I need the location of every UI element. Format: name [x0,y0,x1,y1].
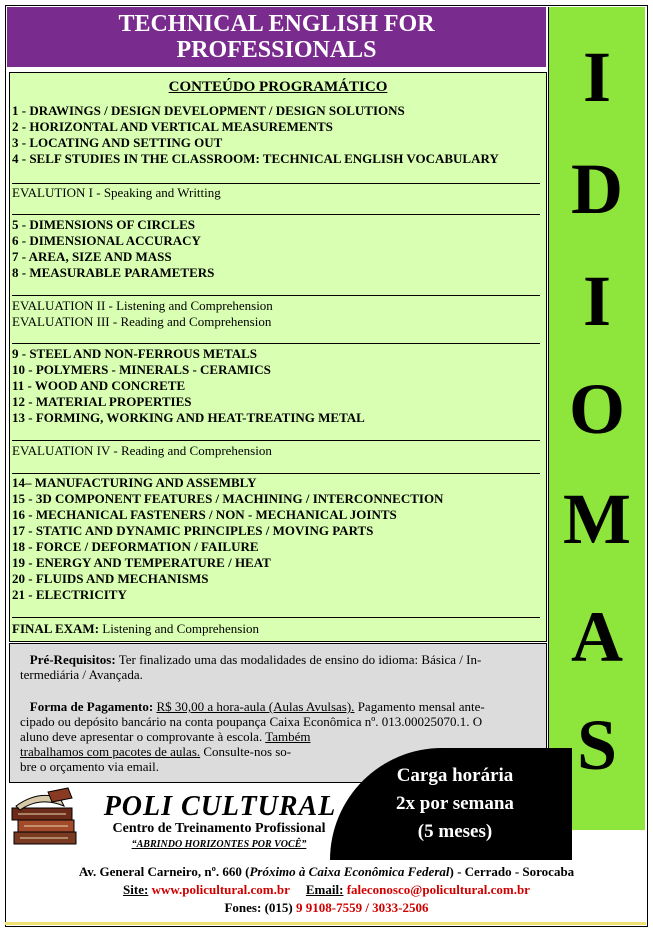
address: Av. General Carneiro, nº. 660 (Próximo à Caixa Econômica Federal) - Cerrado - Sorocaba [78,864,575,879]
program-item: 15 - 3D COMPONENT FEATURES / MACHINING / INTERCONNECTION [12,491,444,506]
program-item: 1 - DRAWINGS / DESIGN DEVELOPMENT / DESIGN SOLUTIONS [12,103,405,118]
brand-subtitle: Centro de Treinamento Profissional [112,821,326,836]
idiomas-sidebar [548,7,645,830]
course-title [7,7,546,67]
evaluation-line [12,185,221,201]
brand-name: POLI CULTURAL [103,791,337,822]
email-label: Email: [305,882,344,897]
program-item: 13 - FORMING, WORKING AND HEAT-TREATING METAL [12,410,365,425]
site-link[interactable]: www.policultural.com.br [151,882,290,897]
books-logo-icon [8,786,84,852]
program-item: 12 - MATERIAL PROPERTIES [12,394,192,409]
side-letter: M [563,479,631,559]
evaluation-name: EVALUATION III [12,314,110,329]
final-exam-name: FINAL EXAM: [12,621,100,636]
prereq-text: Ter finalizado uma das modalidades de ensino do idioma: Básica / In- [115,652,482,667]
evaluation-name: EVALUATION II [12,298,106,313]
evaluation-topic: - Speaking and Writting [93,185,221,200]
title-line-1: TECHNICAL ENGLISH FOR [118,11,435,37]
side-letter: A [571,597,623,677]
email-link[interactable]: faleconosco@policultural.com.br [346,882,530,897]
program-item: 7 - AREA, SIZE AND MASS [12,249,172,264]
bottom-border [5,922,646,925]
divider [12,295,540,296]
schedule-line-1: Carga horária [396,765,514,786]
site-label: Site: [123,882,149,897]
final-exam-topic: Listening and Comprehension [99,621,259,636]
prereq-text: termediária / Avançada. [20,667,143,682]
evaluation-name: EVALUTION I [12,185,93,200]
program-item: 4 - SELF STUDIES IN THE CLASSROOM: TECHNICAL ENGLISH VOCABULARY [12,151,499,166]
program-item: 14– MANUFACTURING AND ASSEMBLY [12,475,257,490]
payment-text: bre o orçamento via email. [20,759,159,774]
program-item: 2 - HORIZONTAL AND VERTICAL MEASUREMENTS [12,119,333,134]
program-item: 10 - POLYMERS - MINERALS - CERAMICS [12,362,271,377]
brand-slogan: “ABRINDO HORIZONTES POR VOCÊ” [131,839,307,850]
side-letter: I [582,37,612,117]
final-exam-line [12,621,259,637]
payment-text: cipado ou depósito bancário na conta poupança Caixa Econômica nº. 013.00025070.1. O [20,714,483,729]
title-line-2: PROFESSIONALS [176,37,377,63]
program-item: 8 - MEASURABLE PARAMETERS [12,265,215,280]
divider [12,440,540,441]
price-text: R$ 30,00 a hora-aula (Aulas Avulsas). [156,699,355,714]
divider [12,617,540,618]
evaluation-topic: - Reading and Comprehension [110,443,272,458]
program-box [9,72,547,642]
program-item: 20 - FLUIDS AND MECHANISMS [12,571,209,586]
payment-text: Consulte-nos so- [200,744,292,759]
contact-line [0,882,653,898]
evaluation-topic: - Listening and Comprehension [105,298,273,313]
side-letter: O [568,369,625,449]
program-item: 5 - DIMENSIONS OF CIRCLES [12,217,195,232]
packages-text: Também [265,729,311,744]
prereq-label: Pré-Requisitos: [29,652,116,667]
program-item: 11 - WOOD AND CONCRETE [12,378,186,393]
side-letter: S [576,705,618,785]
program-heading: CONTEÚDO PROGRAMÁTICO [168,79,388,95]
divider [12,343,540,344]
phone-numbers: 9 9108-7559 / 3033-2506 [295,900,429,915]
program-item: 6 - DIMENSIONAL ACCURACY [12,233,201,248]
program-item: 19 - ENERGY AND TEMPERATURE / HEAT [12,555,271,570]
program-item: 3 - LOCATING AND SETTING OUT [12,135,223,150]
phones-line: Fones: (015) 9 9108-7559 / 3033-2506 [224,900,429,915]
evaluation-line [12,298,273,314]
payment-label: Forma de Pagamento: [29,699,154,714]
evaluation-topic: - Reading and Comprehension [109,314,272,329]
program-item: 16 - MECHANICAL FASTENERS / NON - MECHANICAL JOINTS [12,507,397,522]
side-letter: D [571,149,623,229]
prerequisites [20,652,542,682]
schedule-line-3: (5 meses) [417,821,493,842]
payment-text: aluno deve apresentar o comprovante à escola. [20,729,263,744]
program-item: 9 - STEEL AND NON-FERROUS METALS [12,346,257,361]
program-item: 17 - STATIC AND DYNAMIC PRINCIPLES / MOVING PARTS [12,523,374,538]
schedule-line-2: 2x por semana [396,793,514,814]
packages-text: trabalhamos com pacotes de aulas. [20,744,201,759]
evaluation-name: EVALUATION IV [12,443,111,458]
side-letter: I [582,261,612,341]
divider [12,473,540,474]
divider [12,183,540,184]
evaluation-line [12,443,272,459]
program-item: 21 - ELECTRICITY [12,587,127,602]
divider [12,214,540,215]
payment-text: Pagamento mensal ante- [354,699,485,714]
program-item: 18 - FORCE / DEFORMATION / FAILURE [12,539,259,554]
evaluation-line [12,314,271,330]
